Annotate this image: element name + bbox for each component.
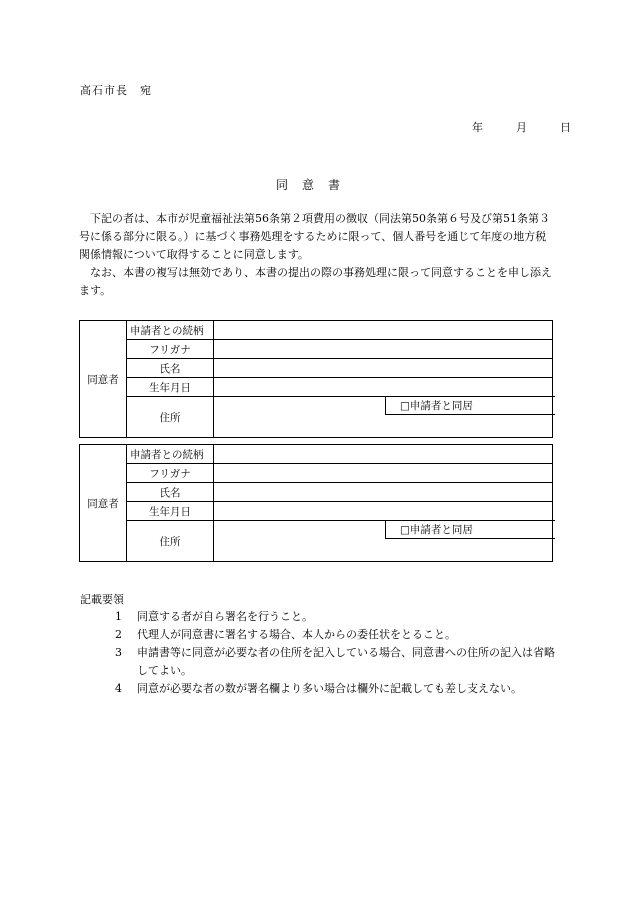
consent-body bbox=[79, 210, 554, 300]
name-label: 氏名 bbox=[127, 359, 214, 378]
note-text: 同意が必要な者の数が署名欄より多い場合は欄外に記載しても差し支えない。 bbox=[137, 682, 522, 695]
notes-title: 記載要領 bbox=[80, 593, 124, 606]
name-input[interactable] bbox=[214, 359, 553, 378]
name-input[interactable] bbox=[214, 483, 553, 502]
consent-paragraph-2: なお、本書の複写は無効であり、本書の提出の際の事務処理に限って同意することを申し添えます。 bbox=[79, 266, 552, 297]
address-input[interactable] bbox=[214, 521, 553, 562]
furigana-label: フリガナ bbox=[127, 464, 214, 483]
consenter-group-label: 同意者 bbox=[80, 445, 127, 562]
birthdate-input[interactable] bbox=[214, 378, 553, 397]
relation-input[interactable] bbox=[214, 321, 553, 340]
note-number: 4 bbox=[115, 682, 122, 695]
consent-paragraph-1: 下記の者は、本市が児童福祉法第56条第２項費用の徴収（同法第50条第６号及び第51条第３号に係る部分に限る。）に基づく事務処理をするために限って、個人番号を通じて年度の地方税関係情報について取得することに同意します。 bbox=[79, 212, 550, 261]
relation-input[interactable] bbox=[214, 445, 553, 464]
note-number: 3 bbox=[115, 646, 122, 659]
note-number: 2 bbox=[115, 628, 122, 641]
note-item bbox=[115, 644, 555, 680]
relation-label: 申請者との続柄 bbox=[127, 321, 214, 340]
consenter-block-1 bbox=[79, 320, 553, 438]
furigana-input[interactable] bbox=[214, 464, 553, 483]
address-label: 住所 bbox=[127, 397, 214, 438]
address-input[interactable] bbox=[214, 397, 553, 438]
consenter-block-2 bbox=[79, 444, 553, 562]
cohabit-checkbox[interactable]: □申請者と同居 bbox=[385, 520, 555, 539]
date-line bbox=[472, 119, 571, 135]
note-text: 代理人が同意書に署名する場合、本人からの委任状をとること。 bbox=[137, 628, 456, 641]
birthdate-input[interactable] bbox=[214, 502, 553, 521]
name-label: 氏名 bbox=[127, 483, 214, 502]
addressee: 高石市長 宛 bbox=[80, 84, 152, 97]
relation-label: 申請者との続柄 bbox=[127, 445, 214, 464]
furigana-input[interactable] bbox=[214, 340, 553, 359]
date-month-label: 月 bbox=[516, 121, 527, 134]
note-item bbox=[115, 608, 555, 626]
note-number: 1 bbox=[115, 610, 122, 623]
cohabit-checkbox[interactable]: □申請者と同居 bbox=[385, 396, 555, 415]
note-text: 申請書等に同意が必要な者の住所を記入している場合、同意書への住所の記入は省略してよい。 bbox=[137, 646, 555, 677]
consenter-group-label: 同意者 bbox=[80, 321, 127, 438]
date-year-label: 年 bbox=[472, 121, 483, 134]
furigana-label: フリガナ bbox=[127, 340, 214, 359]
birthdate-label: 生年月日 bbox=[127, 378, 214, 397]
notes-list bbox=[115, 608, 555, 698]
date-day-label: 日 bbox=[560, 121, 571, 134]
address-label: 住所 bbox=[127, 521, 214, 562]
document-title: 同意書 bbox=[275, 178, 354, 192]
birthdate-label: 生年月日 bbox=[127, 502, 214, 521]
note-text: 同意する者が自ら署名を行うこと。 bbox=[137, 610, 313, 623]
note-item bbox=[115, 626, 555, 644]
note-item bbox=[115, 680, 555, 698]
